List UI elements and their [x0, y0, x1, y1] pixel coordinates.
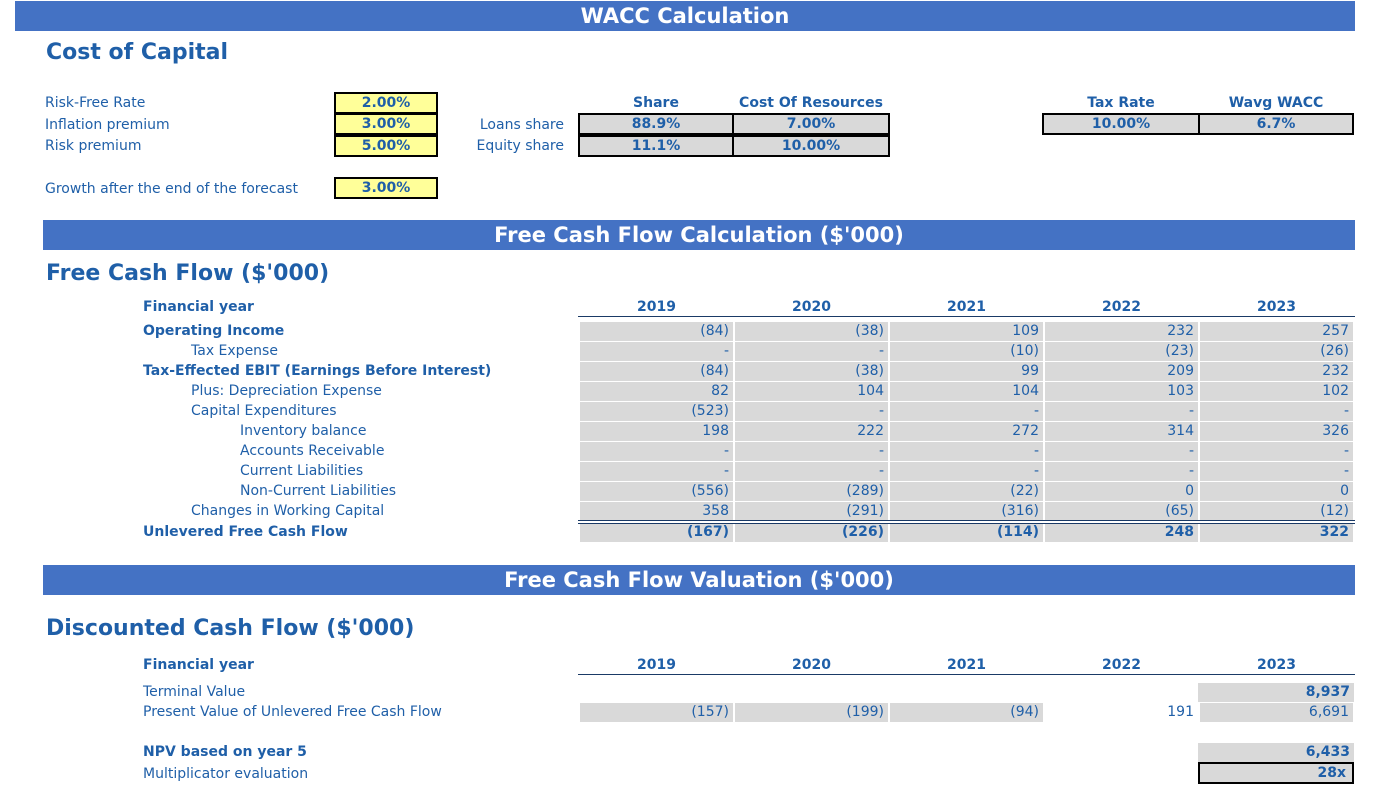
fcf-cell-8-0: (556) — [580, 482, 733, 501]
fcf-cell-2-3: 209 — [1045, 362, 1198, 381]
risk-free-rate-input[interactable]: 2.00% — [334, 92, 438, 114]
fcf-row-label-0: Operating Income — [143, 323, 285, 339]
fcf-cell-2-4: 232 — [1200, 362, 1353, 381]
fcf-cell-3-0: 82 — [580, 382, 733, 401]
fcf-cell-0-4: 257 — [1200, 322, 1353, 341]
fcf-cell-10-1: (226) — [735, 523, 888, 542]
fcf-year-1: 2020 — [792, 299, 831, 315]
fcf-cell-4-4: - — [1200, 402, 1353, 421]
fcf-cell-9-0: 358 — [580, 502, 733, 521]
inflation-premium-input[interactable]: 3.00% — [334, 113, 438, 135]
fcf-cell-5-0: 198 — [580, 422, 733, 441]
fcf-cell-5-3: 314 — [1045, 422, 1198, 441]
cost-of-capital-title: Cost of Capital — [46, 40, 229, 65]
risk-premium-input[interactable]: 5.00% — [334, 135, 438, 157]
fcf-cell-8-3: 0 — [1045, 482, 1198, 501]
fcf-cell-10-0: (167) — [580, 523, 733, 542]
fcf-row-label-9: Changes in Working Capital — [191, 503, 385, 519]
fcf-year-4: 2023 — [1257, 299, 1296, 315]
fcf-cell-4-2: - — [890, 402, 1043, 421]
tax-rate-header: Tax Rate — [1087, 95, 1155, 111]
fcf-year-0: 2019 — [637, 299, 676, 315]
fcf-cell-0-1: (38) — [735, 322, 888, 341]
fcf-cell-7-0: - — [580, 462, 733, 481]
dcf-year-0: 2019 — [637, 657, 676, 673]
fcf-cell-9-4: (12) — [1200, 502, 1353, 521]
pv-cell-3: 191 — [1045, 703, 1198, 722]
dcf-title: Discounted Cash Flow ($'000) — [46, 616, 415, 641]
fcf-cell-10-4: 322 — [1200, 523, 1353, 542]
loans-cost-value: 7.00% — [732, 113, 890, 135]
fcf-cell-1-4: (26) — [1200, 342, 1353, 361]
tax-rate-value: 10.00% — [1042, 113, 1200, 135]
fcf-row-label-10: Unlevered Free Cash Flow — [143, 524, 348, 540]
fcf-banner: Free Cash Flow Calculation ($'000) — [43, 220, 1355, 250]
fcf-cell-4-3: - — [1045, 402, 1198, 421]
fcf-row-label-8: Non-Current Liabilities — [240, 483, 397, 499]
valuation-banner: Free Cash Flow Valuation ($'000) — [43, 565, 1355, 595]
dcf-year-3: 2022 — [1102, 657, 1141, 673]
fcf-cell-1-1: - — [735, 342, 888, 361]
fcf-cell-2-2: 99 — [890, 362, 1043, 381]
growth-input[interactable]: 3.00% — [334, 177, 438, 199]
multiplicator-cell: 28x — [1198, 762, 1354, 784]
fcf-cell-10-2: (114) — [890, 523, 1043, 542]
fcf-cell-2-0: (84) — [580, 362, 733, 381]
pv-cell-1: (199) — [735, 703, 888, 722]
fcf-row-label-4: Capital Expenditures — [191, 403, 337, 419]
fcf-header-underline — [578, 316, 1355, 317]
fcf-cell-6-2: - — [890, 442, 1043, 461]
fcf-cell-8-2: (22) — [890, 482, 1043, 501]
equity-share-label: Equity share — [476, 138, 564, 154]
fcf-cell-0-3: 232 — [1045, 322, 1198, 341]
terminal-value-cell: 8,937 — [1198, 683, 1354, 702]
fcf-cell-5-1: 222 — [735, 422, 888, 441]
fcf-cell-9-3: (65) — [1045, 502, 1198, 521]
wacc-banner: WACC Calculation — [15, 1, 1355, 31]
inflation-premium-label: Inflation premium — [45, 117, 170, 133]
dcf-year-4: 2023 — [1257, 657, 1296, 673]
fcf-cell-3-3: 103 — [1045, 382, 1198, 401]
pv-label: Present Value of Unlevered Free Cash Flow — [143, 704, 442, 720]
growth-label: Growth after the end of the forecast — [45, 181, 298, 197]
fcf-cell-0-2: 109 — [890, 322, 1043, 341]
fcf-cell-1-3: (23) — [1045, 342, 1198, 361]
risk-free-rate-label: Risk-Free Rate — [45, 95, 146, 111]
fcf-cell-7-1: - — [735, 462, 888, 481]
fcf-cell-9-1: (291) — [735, 502, 888, 521]
fcf-row-label-6: Accounts Receivable — [240, 443, 385, 459]
fcf-cell-0-0: (84) — [580, 322, 733, 341]
fcf-row-label-1: Tax Expense — [191, 343, 278, 359]
equity-cost-value: 10.00% — [732, 135, 890, 157]
fcf-cell-2-1: (38) — [735, 362, 888, 381]
fcf-cell-7-4: - — [1200, 462, 1353, 481]
fcf-cell-1-2: (10) — [890, 342, 1043, 361]
fcf-cell-6-3: - — [1045, 442, 1198, 461]
dcf-year-label: Financial year — [143, 657, 254, 673]
wavg-wacc-value: 6.7% — [1198, 113, 1354, 135]
share-header: Share — [633, 95, 679, 111]
fcf-cell-4-1: - — [735, 402, 888, 421]
pv-cell-0: (157) — [580, 703, 733, 722]
fcf-cell-7-3: - — [1045, 462, 1198, 481]
loans-share-value: 88.9% — [578, 113, 734, 135]
terminal-value-label: Terminal Value — [143, 684, 246, 700]
dcf-header-underline — [578, 674, 1355, 675]
fcf-cell-9-2: (316) — [890, 502, 1043, 521]
pv-cell-2: (94) — [890, 703, 1043, 722]
fcf-row-label-5: Inventory balance — [240, 423, 367, 439]
npv-cell: 6,433 — [1198, 743, 1354, 762]
fcf-cell-3-4: 102 — [1200, 382, 1353, 401]
fcf-title: Free Cash Flow ($'000) — [46, 261, 330, 286]
fcf-cell-1-0: - — [580, 342, 733, 361]
loans-share-label: Loans share — [479, 117, 564, 133]
fcf-year-2: 2021 — [947, 299, 986, 315]
cost-of-resources-header: Cost Of Resources — [739, 95, 883, 111]
fcf-cell-4-0: (523) — [580, 402, 733, 421]
equity-share-value: 11.1% — [578, 135, 734, 157]
fcf-year-3: 2022 — [1102, 299, 1141, 315]
fcf-cell-5-4: 326 — [1200, 422, 1353, 441]
fcf-row-label-3: Plus: Depreciation Expense — [191, 383, 382, 399]
fcf-cell-5-2: 272 — [890, 422, 1043, 441]
fcf-cell-6-4: - — [1200, 442, 1353, 461]
fcf-cell-10-3: 248 — [1045, 523, 1198, 542]
fcf-cell-8-1: (289) — [735, 482, 888, 501]
fcf-cell-3-2: 104 — [890, 382, 1043, 401]
npv-label: NPV based on year 5 — [143, 744, 307, 760]
fcf-row-label-2: Tax-Effected EBIT (Earnings Before Interest) — [143, 363, 492, 379]
fcf-total-line-2 — [578, 523, 1355, 524]
fcf-row-label-7: Current Liabilities — [240, 463, 364, 479]
wavg-wacc-header: Wavg WACC — [1228, 95, 1324, 111]
fcf-cell-6-0: - — [580, 442, 733, 461]
fcf-cell-8-4: 0 — [1200, 482, 1353, 501]
fcf-cell-7-2: - — [890, 462, 1043, 481]
dcf-year-2: 2021 — [947, 657, 986, 673]
multiplicator-label: Multiplicator evaluation — [143, 766, 309, 782]
dcf-year-1: 2020 — [792, 657, 831, 673]
fcf-cell-3-1: 104 — [735, 382, 888, 401]
fcf-cell-6-1: - — [735, 442, 888, 461]
fcf-year-label: Financial year — [143, 299, 254, 315]
fcf-total-line-1 — [578, 520, 1355, 521]
risk-premium-label: Risk premium — [45, 138, 142, 154]
pv-cell-4: 6,691 — [1200, 703, 1353, 722]
